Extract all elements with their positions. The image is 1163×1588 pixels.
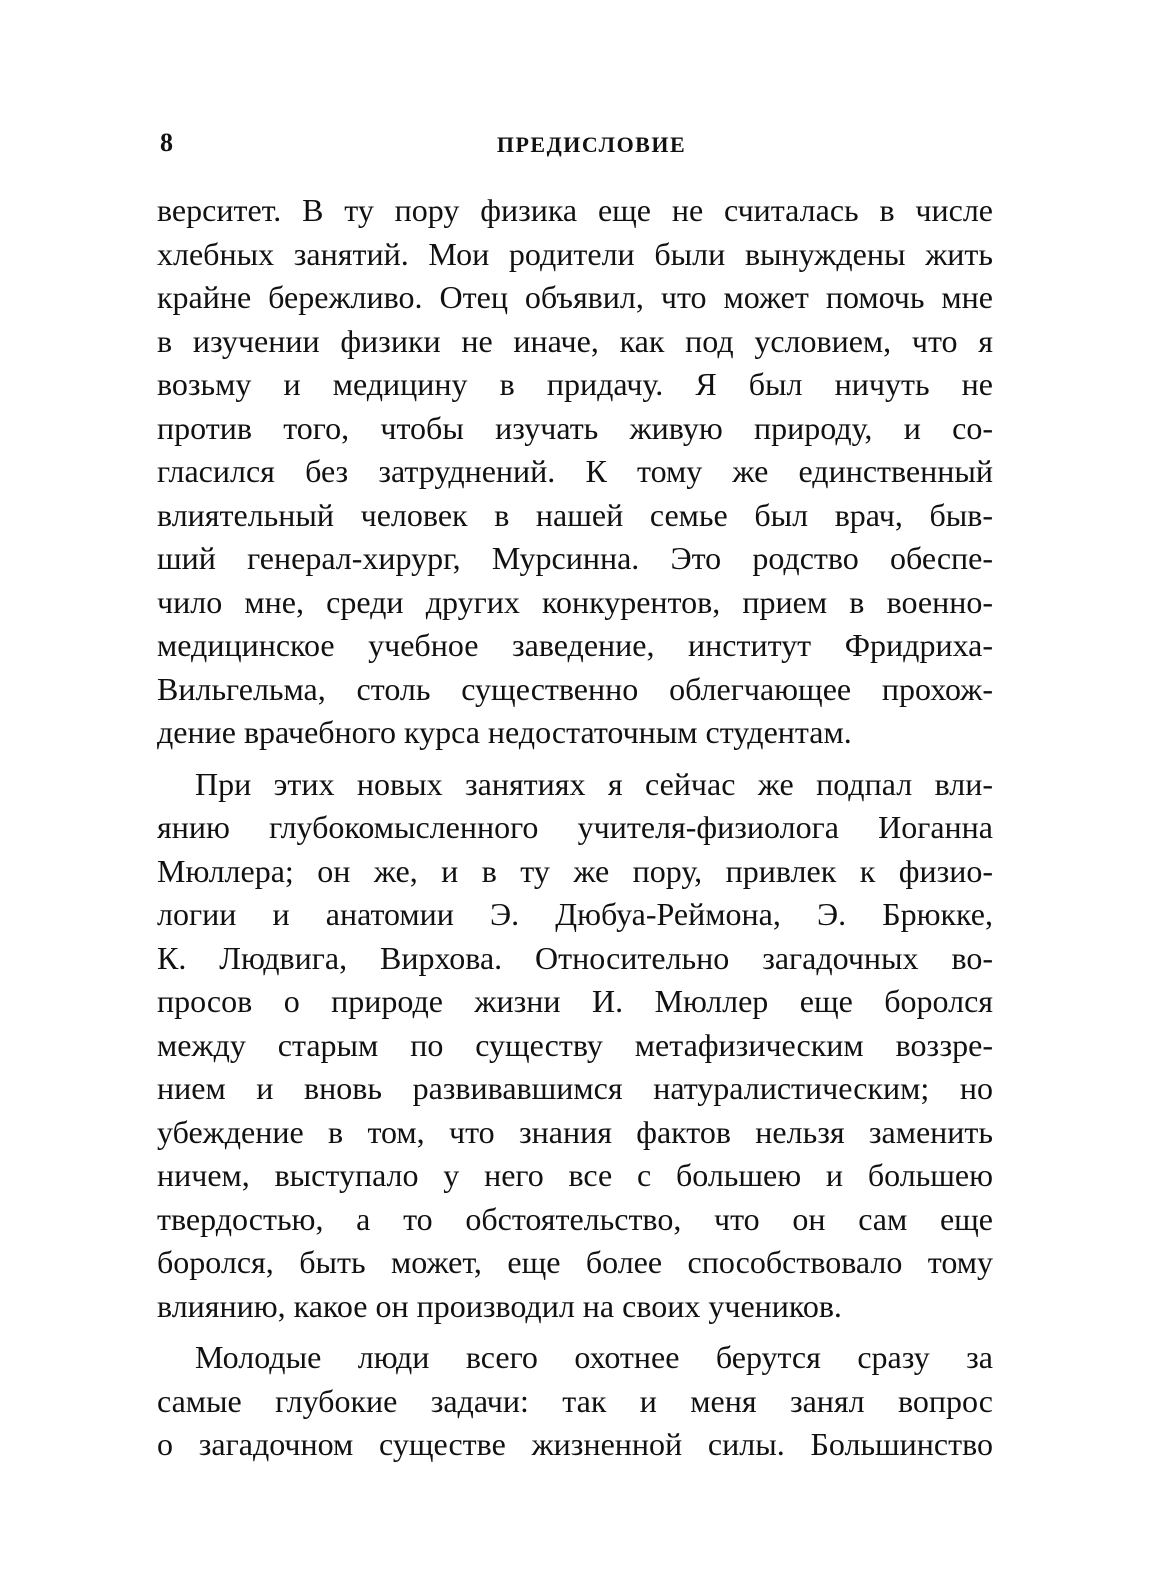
text-line: гласился без затруднений. К тому же единственный [157,453,993,489]
text-line: Молодые люди всего охотнее берутся сразу за [195,1339,993,1375]
text-line: верситет. В ту пору физика еще не считалась в числе [157,192,993,228]
text-line: Мюллера; он же, и в ту же пору, привлек к физио- [157,852,993,889]
text-line: При этих новых занятиях я сейчас же подпал вли- [195,765,993,802]
text-line: ничем, выступало у него все с большею и большею [157,1157,993,1193]
text-line: Вильгельма, столь существенно облегчающее прохож- [157,670,993,707]
text-line: ший генерал-хирург, Мурсинна. Это родство обеспе- [157,540,993,576]
paragraph-3 [157,1336,993,1467]
text-line: просов о природе жизни И. Мюллер еще боролся [157,983,993,1019]
text-line: твердостью, а то обстоятельство, что он сам еще [157,1200,993,1237]
text-line: влиянию, какое он производил на своих учеников. [157,1287,842,1324]
text-line: о загадочном существе жизненной силы. Большинство [157,1426,993,1462]
page-number: 8 [160,128,173,157]
text-line: против того, чтобы изучать живую природу, и со- [157,409,993,446]
text-line: нием и вновь развивавшимся натуралистическим; но [157,1070,993,1106]
text-line: хлебных занятий. Мои родители были вынуждены жить [157,235,993,272]
text-line: между старым по существу метафизическим воззре- [157,1026,993,1063]
body-text [157,189,993,1467]
paragraph-2 [157,763,993,1329]
text-line: дение врачебного курса недостаточным студентам. [157,714,852,750]
text-line: возьму и медицину в придачу. Я был ничуть не [157,366,993,402]
paragraph-1 [157,189,993,755]
text-line: янию глубокомысленного учителя-физиолога Иоганна [157,809,993,845]
text-line: логии и анатомии Э. Дюбуа-Реймона, Э. Брюкке, [157,896,993,932]
text-line: медицинское учебное заведение, институт Фридриха- [157,627,993,663]
text-line: в изучении физики не иначе, как под условием, что я [157,322,993,359]
text-line: К. Людвига, Вирхова. Относительно загадочных во- [157,939,993,976]
text-line: самые глубокие задачи: так и меня занял вопрос [157,1382,993,1419]
text-line: чило мне, среди других конкурентов, прием в военно- [157,583,993,620]
text-line: убеждение в том, что знания фактов нельзя заменить [157,1113,993,1150]
text-line: влиятельный человек в нашей семье был врач, быв- [157,496,993,533]
text-line: боролся, быть может, еще более способствовало тому [157,1244,993,1280]
running-title: ПРЕДИСЛОВИЕ [496,132,687,157]
text-line: крайне бережливо. Отец объявил, что может помочь мне [157,279,993,315]
